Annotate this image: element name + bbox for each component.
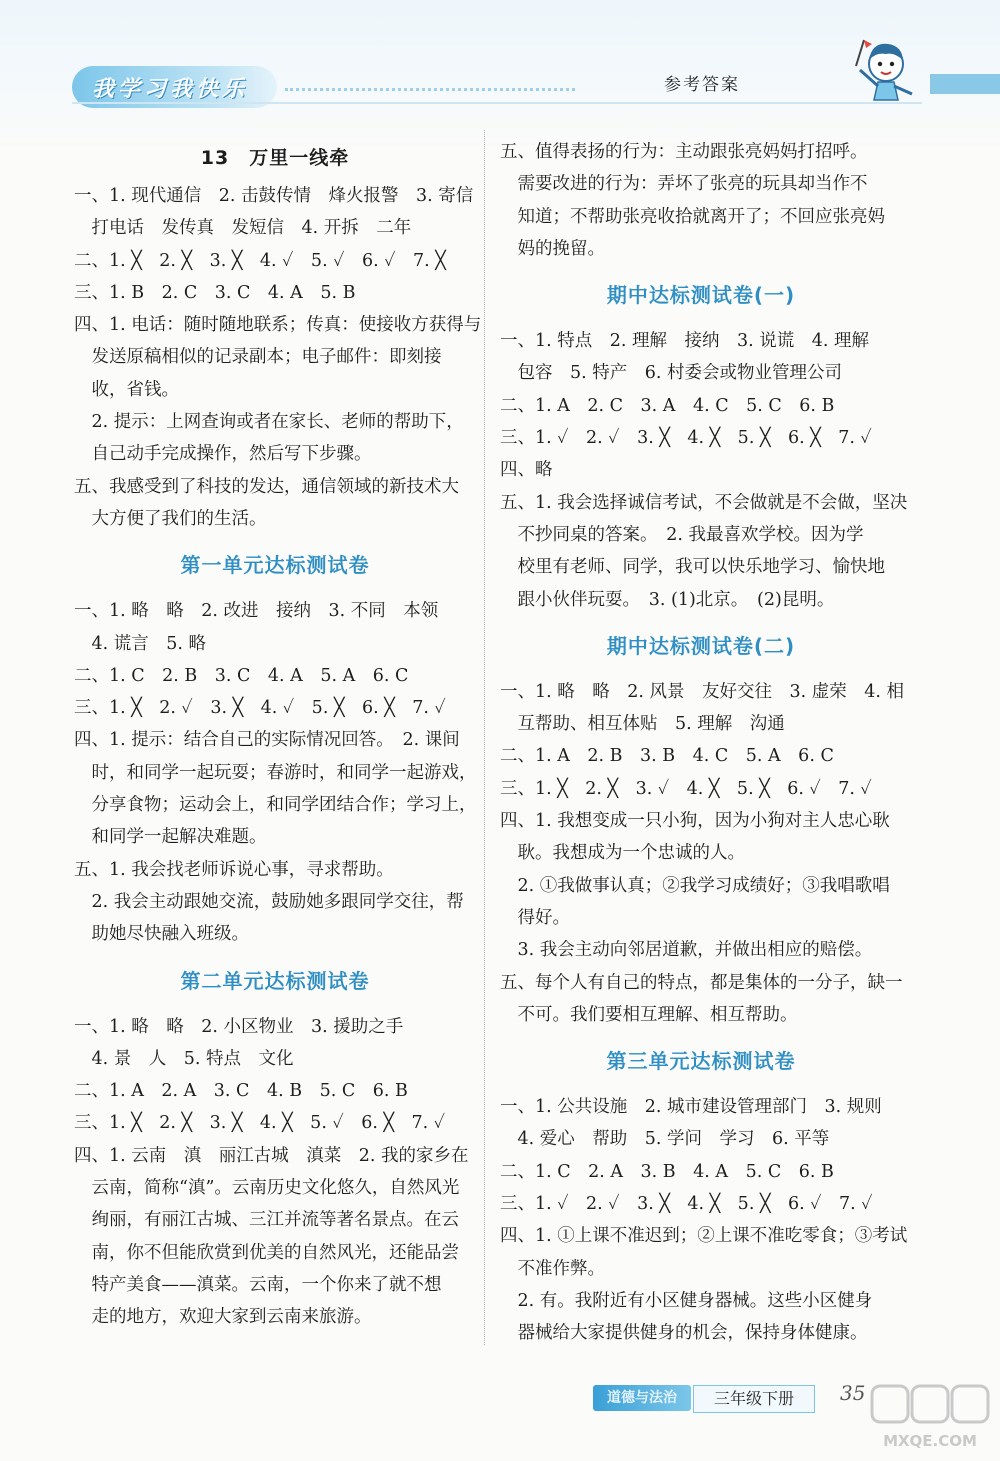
answer-line: 2. 我会主动跟她交流，鼓励她多跟同学交往，帮	[74, 891, 464, 912]
lesson-title: 13 万里一线牵	[200, 147, 350, 169]
answer-line: 一、1. 略 略 2. 风景 友好交往 3. 虚荣 4. 相	[500, 681, 905, 702]
answer-line: 4. 谎言 5. 略	[74, 633, 207, 654]
answer-line: 三、1. ╳ 2. ╳ 3. ✓ 4. ╳ 5. ╳ 6. ✓ 7. ✓	[500, 778, 872, 799]
answer-line: 不可。我们要相互理解、相互帮助。	[500, 1004, 798, 1025]
answer-line: 五、值得表扬的行为：主动跟张亮妈妈打招呼。	[500, 142, 868, 162]
answer-line: 五、1. 我会选择诚信考试，不会做就是不会做，坚决	[500, 492, 908, 513]
answer-line: 器械给大家提供健身的机会，保持身体健康。	[500, 1323, 868, 1344]
section-title: 期中达标测试卷(一)	[606, 283, 796, 308]
answer-line: 4. 爱心 帮助 5. 学问 学习 6. 平等	[500, 1129, 830, 1150]
answer-line: 3. 我会主动向邻居道歉，并做出相应的赔偿。	[500, 940, 873, 961]
answer-line: 助她尽快融入班级。	[74, 924, 249, 945]
answer-line: 一、1. 公共设施 2. 城市建设管理部门 3. 规则	[500, 1097, 882, 1118]
answer-line: 分享食物；运动会上，和同学团结合作；学习上，	[74, 795, 477, 816]
answer-line: 四、1. 提示：结合自己的实际情况回答。 2. 课间	[74, 730, 460, 751]
column-divider	[484, 130, 485, 1345]
answer-line: 知道；不帮助张亮收拾就离开了；不回应张亮妈	[500, 206, 885, 227]
answer-line: 二、1. A 2. A 3. C 4. B 5. C 6. B	[74, 1081, 408, 1102]
header-dotted-rule	[285, 88, 575, 91]
answer-line: 三、1. ✓ 2. ✓ 3. ╳ 4. ╳ 5. ╳ 6. ✓ 7. ✓	[500, 1194, 873, 1215]
answer-line: 包容 5. 特产 6. 村委会或物业管理公司	[500, 363, 843, 384]
answer-line: 五、我感受到了科技的发达，通信领域的新技术大	[74, 476, 459, 497]
series-title: 我学习我快乐	[92, 77, 249, 102]
left-column	[74, 136, 482, 1334]
answer-line: 2. 有。我附近有小区健身器械。这些小区健身	[500, 1290, 873, 1311]
watermark-logo	[868, 1382, 993, 1454]
answer-line: 和同学一起解决难题。	[74, 827, 267, 848]
section-title: 第三单元达标测试卷	[606, 1049, 796, 1074]
answer-line: 互帮助、相互体贴 5. 理解 沟通	[500, 714, 785, 735]
answer-line: 校里有老师、同学，我可以快乐地学习、愉快地	[500, 557, 885, 578]
answer-line: 三、1. ╳ 2. ✓ 3. ╳ 4. ✓ 5. ╳ 6. ╳ 7. ✓	[74, 698, 446, 719]
answer-line: 得好。	[500, 907, 570, 928]
answer-line: 妈的挽留。	[500, 238, 605, 259]
answer-line: 一、1. 现代通信 2. 击鼓传情 烽火报警 3. 寄信	[74, 186, 474, 206]
header-edge-tab	[930, 74, 1000, 94]
answer-line: 一、1. 特点 2. 理解 接纳 3. 说谎 4. 理解	[500, 331, 870, 352]
header-rule	[72, 102, 922, 104]
answer-line: 五、1. 我会找老师诉说心事，寻求帮助。	[74, 859, 394, 880]
answer-line: 二、1. C 2. B 3. C 4. A 5. A 6. C	[74, 665, 409, 686]
answer-line: 五、每个人有自己的特点，都是集体的一分子，缺一	[500, 972, 903, 993]
answer-line: 四、略	[500, 460, 553, 481]
answer-line: 走的地方，欢迎大家到云南来旅游。	[74, 1307, 372, 1328]
answer-line: 四、1. 云南 滇 丽江古城 滇菜 2. 我的家乡在	[74, 1145, 469, 1166]
answer-line: 打电话 发传真 发短信 4. 开拆 二年	[74, 218, 412, 239]
answer-line: 需要改进的行为：弄坏了张亮的玩具却当作不	[500, 174, 868, 195]
page-number: 35	[840, 1381, 866, 1405]
right-column	[500, 136, 908, 1350]
answer-line: 不抄同桌的答案。 2. 我最喜欢学校。因为学	[500, 524, 864, 545]
answer-line: 二、1. A 2. B 3. B 4. C 5. A 6. C	[500, 746, 834, 767]
answer-line: 不准作弊。	[500, 1258, 605, 1279]
answer-line: 二、1. C 2. A 3. B 4. A 5. C 6. B	[500, 1161, 834, 1182]
section-title: 期中达标测试卷(二)	[606, 633, 796, 658]
answer-line: 大方便了我们的生活。	[74, 508, 267, 529]
answer-line: 2. ①我做事认真；②我学习成绩好；③我唱歌唱	[500, 875, 890, 896]
answer-line: 发送原稿相似的记录副本；电子邮件：即刻接	[74, 347, 442, 368]
answer-line: 四、1. 电话：随时随地联系；传真：使接收方获得与	[74, 315, 482, 336]
answer-line: 时，和同学一起玩耍；春游时，和同学一起游戏，	[74, 762, 477, 783]
svg-text:MXQE.COM: MXQE.COM	[883, 1432, 977, 1450]
answer-line: 绚丽，有丽江古城、三江并流等著名景点。在云	[74, 1210, 459, 1231]
answer-line: 耿。我想成为一个忠诚的人。	[500, 843, 745, 864]
answer-line: 特产美食——滇菜。云南，一个你来了就不想	[74, 1274, 442, 1295]
cartoon-boy-icon	[842, 30, 922, 110]
answer-line: 一、1. 略 略 2. 小区物业 3. 援助之手	[74, 1016, 404, 1037]
footer-subject-badge: 道德与法治	[593, 1385, 691, 1411]
answer-line: 三、1. ✓ 2. ✓ 3. ╳ 4. ╳ 5. ╳ 6. ╳ 7. ✓	[500, 428, 872, 449]
answer-line: 一、1. 略 略 2. 改进 接纳 3. 不同 本领	[74, 601, 439, 622]
answer-line: 2. 提示：上网查询或者在家长、老师的帮助下，	[74, 412, 464, 433]
answer-line: 收，省钱。	[74, 379, 179, 400]
section-title: 第一单元达标测试卷	[180, 553, 370, 578]
answer-line: 跟小伙伴玩耍。 3. (1)北京。 (2)昆明。	[500, 589, 835, 610]
answer-line: 二、1. ╳ 2. ╳ 3. ╳ 4. ✓ 5. ✓ 6. ✓ 7. ╳	[74, 250, 446, 271]
answer-line: 自己动手完成操作，然后写下步骤。	[74, 444, 372, 465]
answer-line: 4. 景 人 5. 特点 文化	[74, 1048, 294, 1069]
footer-grade-label: 三年级下册	[693, 1385, 815, 1413]
section-title: 第二单元达标测试卷	[180, 968, 370, 993]
answer-line: 云南，简称“滇”。云南历史文化悠久，自然风光	[74, 1178, 460, 1199]
answer-line: 四、1. ①上课不准迟到；②上课不准吃零食；③考试	[500, 1226, 908, 1247]
answer-line: 南，你不但能欣赏到优美的自然风光，还能品尝	[74, 1242, 459, 1263]
answer-line: 三、1. ╳ 2. ╳ 3. ╳ 4. ╳ 5. ✓ 6. ╳ 7. ✓	[74, 1113, 446, 1134]
section-label: 参考答案	[664, 75, 740, 95]
answer-line: 三、1. B 2. C 3. C 4. A 5. B	[74, 282, 356, 303]
answer-line: 二、1. A 2. C 3. A 4. C 5. C 6. B	[500, 395, 835, 416]
answer-line: 四、1. 我想变成一只小狗，因为小狗对主人忠心耿	[500, 811, 890, 832]
